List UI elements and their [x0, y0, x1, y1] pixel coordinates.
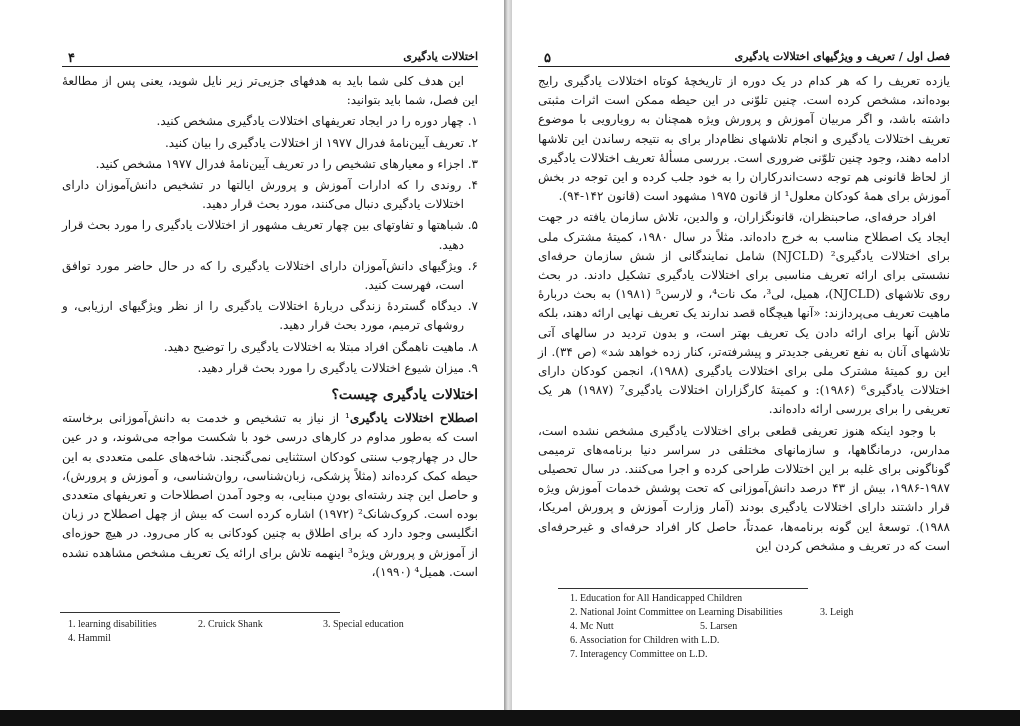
right-footnote-6: 6. Association for Children with L.D. — [570, 635, 720, 646]
objective-item-6: ۶. ویژگیهای دانش‌آموزان دارای اختلالات یادگیری را که در حال حاضر مورد توافق است، فهرست کنید. — [62, 258, 478, 293]
right-running-head — [538, 40, 950, 67]
left-page-number: ۴ — [68, 51, 75, 66]
right-paragraph-2: افراد حرفه‌ای، صاحبنظران، قانونگزاران، و والدین، تلاش سازمان یافته در جهت ایجاد یک اصطلاح مناسب به خرج داده‌اند. مثلاً در سال ۱۹۸۰، کمیتهٔ مشترک ملی برای اختلالات یادگیری² (NJCLD) شامل نمایندگانی از شش سازمان حرفه‌ای نشستی برای ارائه تعریف مناسبی برای اختلالات یادگیری تشکیل دادند. در بحث روی تلاشهای (NJCLD)، همیل، لی³، مک نات⁴، و لارسن⁵ (۱۹۸۱) به بحث دربارهٔ ماهیت تعریف می‌پردازند: «آنها هیچگاه قصد ندارند یک تعریف نهایی ارائه دهند، بلکه تلاش آنها برای ارائه دادن یک تعریف بهتر است، و بدون تردید در سالهای آتی تلاشهای آنان به نفع تعریفی جدیدتر و پیشرفته‌تر، کنار زده خواهد شد» (ص ۳۴). از این رو کمیتهٔ مشترک ملی برای اختلالات یادگیری (۱۹۸۸)، انجمن کودکان دارای اختلالات یادگیری⁶ (۱۹۸۶): و کمیتهٔ کارگزاران اختلالات یادگیری⁷ (۱۹۸۷) هر یک تعریفی را برای بررسی ارائه داده‌اند. — [538, 210, 951, 417]
right-footnotes — [570, 592, 990, 662]
right-footnote-rule — [558, 588, 808, 589]
left-footnote-3: 3. Special education — [323, 619, 404, 630]
left-body-text — [62, 72, 478, 584]
section-heading: اختلالات یادگیری چیست؟ — [331, 387, 478, 404]
objective-item-2: ۲. تعریف آیین‌نامهٔ فدرال ۱۹۷۷ از اختلالات یادگیری را بیان کنید. — [164, 135, 478, 150]
right-footnote-5: 5. Larsen — [700, 621, 738, 632]
left-footnote-rule — [60, 612, 340, 613]
left-page — [0, 0, 506, 710]
intro-paragraph: این هدف کلی شما باید به هدفهای جزیی‌تر زیر نایل شوید، یعنی پس از مطالعهٔ این فصل، شما باید بتوانید: — [62, 74, 478, 108]
right-page — [512, 0, 1020, 710]
right-footnote-1: 1. Education for All Handicapped Children — [570, 593, 743, 604]
bottom-bar — [0, 710, 1020, 726]
objective-item-9: ۹. میزان شیوع اختلالات یادگیری را مورد بحث قرار دهید. — [197, 360, 478, 375]
right-page-number: ۵ — [544, 51, 551, 66]
objective-item-1: ۱. چهار دوره را در ایجاد تعریفهای اختلالات یادگیری مشخص کنید. — [156, 114, 478, 129]
right-footnote-3: 3. Leigh — [820, 607, 854, 618]
section-term: اصطلاح اختلالات یادگیری — [349, 411, 478, 426]
section-paragraph — [62, 409, 478, 582]
objective-item-7: ۷. دیدگاه گستردهٔ زندگی دربارهٔ اختلالات یادگیری را از نظر ویژگیهای ارزیابی، و روشهای ترمیم، مورد بحث قرار دهید. — [62, 299, 478, 333]
left-footnotes — [68, 618, 468, 646]
right-footnote-4: 4. Mc Nutt — [570, 621, 614, 632]
left-running-head — [62, 40, 478, 67]
section-body: ¹ از نیاز به تشخیص و خدمت به دانش‌آموزانی برخاسته است که به‌طور مداوم در کارهای درسی خود با شکست مواجه می‌شوند، و در عین حال در چهارچوب سنتی کودکان استثنایی نمی‌گنجند. شاخه‌های علمی متعددی به این حیطه کمک کرده‌اند (مثلاً پزشکی، زبان‌شناسی، روان‌شناسی، و آموزش و پرورش)، و حاصل این چند رشته‌ای بودنِ مبنایی، به وجود آمدن اصطلاحات و تعریفهای متعددی بوده است. کروک‌شانک² (۱۹۷۲) اشاره کرده است که بیش از چهل اصطلاح در زبان انگلیسی وجود دارد که برای اطلاق به چنین کودکانی به کار می‌رود. در هیچ حوزه‌ای از آموزش و پرورش ویژه³ اینهمه تلاش برای ارائه یک تعریف مشخص مشاهده نشده است. همیل⁴ (۱۹۹۰)، — [62, 411, 479, 579]
left-running-title: اختلالات یادگیری — [403, 50, 478, 63]
objective-item-4: ۴. روندی را که ادارات آموزش و پرورش ایالتها در تشخیص دانش‌آموزان دارای اختلالات یادگیری دنبال می‌کنند، مورد بحث قرار دهید. — [62, 178, 478, 212]
right-footnote-7: 7. Interagency Committee on L.D. — [570, 649, 708, 660]
right-footnote-2: 2. National Joint Committee on Learning Disabilities — [570, 607, 783, 618]
right-paragraph-1: یازده تعریف را که هر کدام در یک دوره از تاریخچهٔ کوتاه اختلالات یادگیری رایج بوده‌اند، مشخص کرده است. چنین تلوّنی در این حیطه ممکن است اثرات مثبتی داشته باشد، و اگر مربیان آموزش و پرورش ویژه همچنان به رویارویی با موضوع تعریف اختلالات یادگیری و انجام تلاشهای نظام‌دار برای به نتیجه رساندن این تلاشها ادامه دهند، وجود چنین تلوّنی ضروری است. بررسی مسألهٔ تعریف اختلالات یادگیری از لحاظ قانونی هم توجه دست‌اندرکاران را به خود جلب کرده و این توجه در بخش آموزش برای همهٔ کودکان معلول¹ از قانون ۱۹۷۵ مشهود است (قانون ۱۴۲-۹۴). — [538, 74, 950, 204]
left-footnote-1: 1. learning disabilities — [68, 619, 157, 630]
objective-item-5: ۵. شباهتها و تفاوتهای بین چهار تعریف مشهور از اختلالات یادگیری را مورد بحث قرار دهید. — [62, 218, 478, 252]
left-footnote-4: 4. Hammil — [68, 633, 111, 644]
right-paragraph-3: با وجود اینکه هنوز تعریفی قطعی برای اختلالات یادگیری مشخص نشده است، مدارس، درمانگاهها، و سازمانهای مختلفی در سراسر دنیا برنامه‌های ترمیمی گوناگونی برای غلبه بر این اختلالات طراحی کرده و اجرا می‌کنند. در سال تحصیلی ۱۹۸۷-۱۹۸۶، بیش از ۴۳ درصد دانش‌آموزانی که تحت پوشش خدمات آموزش ویژه قرار داشتند دارای اختلالات یادگیری بودند (آمار وزارت آموزش و پرورش امریکا، ۱۹۸۸). توسعهٔ این گونه برنامه‌ها، عمدتاً، حاصل کار افراد حرفه‌ای و غیرحرفه‌ای است که در تعریف و مشخص کردن این — [538, 423, 950, 553]
right-running-title: فصل اول / تعریف و ویژگیهای اختلالات یادگیری — [734, 50, 950, 63]
left-footnote-2: 2. Cruick Shank — [198, 619, 263, 630]
objective-item-3: ۳. اجزاء و معیارهای تشخیص را در تعریف آیین‌نامهٔ فدرال ۱۹۷۷ مشخص کنید. — [95, 156, 478, 171]
objective-item-8: ۸. ماهیت ناهمگن افراد مبتلا به اختلالات یادگیری را توضیح دهید. — [163, 339, 478, 354]
right-body-text — [538, 72, 950, 558]
